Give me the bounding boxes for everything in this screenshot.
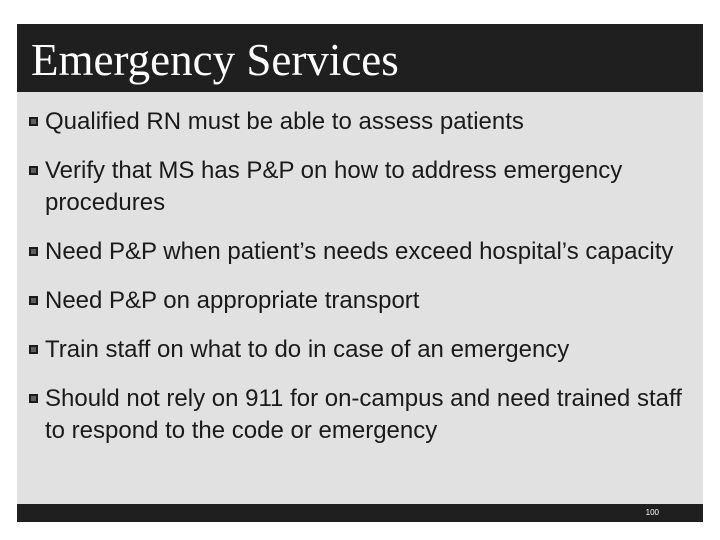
bullet-text: Train staff on what to do in case of an emergency <box>45 336 570 363</box>
bullet-text: Need P&P on appropriate transport <box>45 287 420 314</box>
square-bullet-icon <box>29 345 38 354</box>
bullet-item <box>27 285 697 317</box>
page-number: 100 <box>645 508 659 517</box>
square-bullet-icon <box>29 394 38 403</box>
bullet-item <box>27 155 697 219</box>
slide-title: Emergency Services <box>31 35 399 85</box>
bullet-item <box>27 236 697 268</box>
bullet-text: Need P&P when patient’s needs exceed hospital’s capacity <box>45 238 674 265</box>
square-bullet-icon <box>29 166 38 175</box>
bullet-item <box>27 334 697 366</box>
bullet-text: Verify that MS has P&P on how to address emergency procedures <box>45 157 623 216</box>
bullet-text: Qualified RN must be able to assess patients <box>45 108 524 135</box>
square-bullet-icon <box>29 296 38 305</box>
bullet-list <box>27 106 697 464</box>
slide <box>17 24 703 522</box>
square-bullet-icon <box>29 117 38 126</box>
footer-bar <box>17 504 703 522</box>
bullet-text: Should not rely on 911 for on-campus and need trained staff to respond to the code or emergency <box>45 385 682 444</box>
square-bullet-icon <box>29 247 38 256</box>
bullet-item <box>27 106 697 138</box>
bullet-item <box>27 383 697 447</box>
title-bar <box>17 24 703 92</box>
